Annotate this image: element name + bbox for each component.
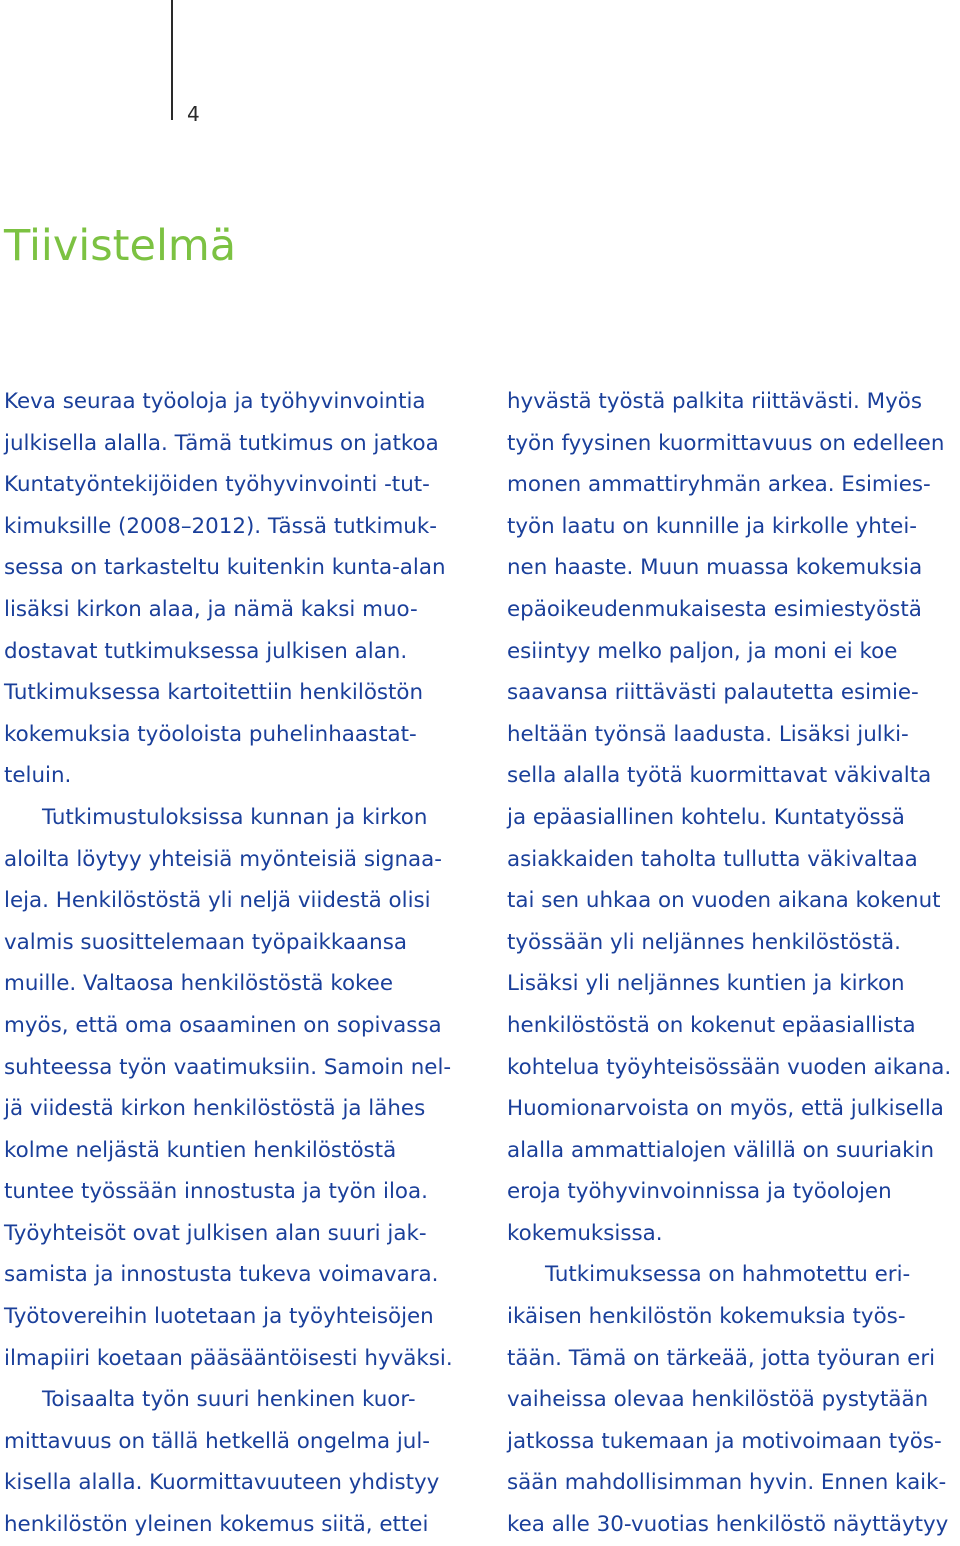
text-line: kokemuksia työoloista puhelinhaastat- bbox=[4, 721, 417, 747]
text-line: kimuksille (2008–2012). Tässä tutkimuk- bbox=[4, 513, 437, 539]
text-line: tään. Tämä on tärkeää, jotta työuran eri bbox=[507, 1345, 936, 1371]
page-number: 4 bbox=[187, 102, 200, 126]
text-line: tuntee työssään innostusta ja työn iloa. bbox=[4, 1179, 428, 1205]
text-line: muille. Valtaosa henkilöstöstä kokee bbox=[4, 971, 393, 997]
text-line: julkisella alalla. Tämä tutkimus on jatkoa bbox=[4, 430, 439, 456]
text-column-left bbox=[4, 381, 453, 1546]
text-line: kolme neljästä kuntien henkilöstöstä bbox=[4, 1137, 397, 1163]
text-line: asiakkaiden taholta tullutta väkivaltaa bbox=[507, 846, 918, 872]
text-line: Lisäksi yli neljännes kuntien ja kirkon bbox=[507, 971, 905, 997]
text-line: monen ammattiryhmän arkea. Esimies- bbox=[507, 472, 931, 498]
text-line: nen haaste. Muun muassa kokemuksia bbox=[507, 555, 923, 581]
text-line: leja. Henkilöstöstä yli neljä viidestä olisi bbox=[4, 888, 431, 914]
text-line: suhteessa työn vaatimuksiin. Samoin nel- bbox=[4, 1054, 452, 1080]
text-line: Työtovereihin luotetaan ja työyhteisöjen bbox=[4, 1304, 434, 1330]
text-line: eroja työhyvinvoinnissa ja työolojen bbox=[507, 1179, 892, 1205]
text-line: työssään yli neljännes henkilöstöstä. bbox=[507, 929, 901, 955]
text-line: jä viidestä kirkon henkilöstöstä ja lähes bbox=[4, 1096, 426, 1122]
text-line: lisäksi kirkon alaa, ja nämä kaksi muo- bbox=[4, 596, 418, 622]
text-line: Työyhteisöt ovat julkisen alan suuri jak- bbox=[4, 1220, 427, 1246]
text-line: työn fyysinen kuormittavuus on edelleen bbox=[507, 430, 945, 456]
text-line: dostavat tutkimuksessa julkisen alan. bbox=[4, 638, 408, 664]
text-line: esiintyy melko paljon, ja moni ei koe bbox=[507, 638, 898, 664]
text-line: henkilöstöstä on kokenut epäasiallista bbox=[507, 1012, 916, 1038]
text-line: ja epäasiallinen kohtelu. Kuntatyössä bbox=[507, 804, 905, 830]
text-line: samista ja innostusta tukeva voimavara. bbox=[4, 1262, 439, 1288]
text-line: Kuntatyöntekijöiden työhyvinvointi -tut- bbox=[4, 472, 430, 498]
text-line: kokemuksissa. bbox=[507, 1220, 663, 1246]
text-line: työn laatu on kunnille ja kirkolle yhtei- bbox=[507, 513, 917, 539]
text-line: Tutkimustuloksissa kunnan ja kirkon bbox=[42, 804, 428, 830]
text-column-right bbox=[507, 381, 951, 1546]
text-line: kohtelua työyhteisössään vuoden aikana. bbox=[507, 1054, 952, 1080]
text-line: kisella alalla. Kuormittavuuteen yhdistyy bbox=[4, 1470, 440, 1496]
text-line: Tutkimuksessa kartoitettiin henkilöstön bbox=[4, 680, 424, 706]
text-line: kea alle 30-vuotias henkilöstö näyttäytyy bbox=[507, 1512, 949, 1538]
page-rule bbox=[171, 0, 173, 120]
text-line: teluin. bbox=[4, 763, 72, 789]
page-title: Tiivistelmä bbox=[4, 221, 237, 271]
text-line: ikäisen henkilöstön kokemuksia työs- bbox=[507, 1304, 906, 1330]
text-line: valmis suosittelemaan työpaikkaansa bbox=[4, 929, 407, 955]
text-line: vaiheissa olevaa henkilöstöä pystytään bbox=[507, 1387, 929, 1413]
text-line: myös, että oma osaaminen on sopivassa bbox=[4, 1012, 442, 1038]
text-line: epäoikeudenmukaisesta esimiestyöstä bbox=[507, 596, 922, 622]
text-line: Keva seuraa työoloja ja työhyvinvointia bbox=[4, 389, 426, 414]
text-line: hyvästä työstä palkita riittävästi. Myös bbox=[507, 389, 922, 414]
text-line: Huomionarvoista on myös, että julkisella bbox=[507, 1096, 944, 1122]
text-line: aloilta löytyy yhteisiä myönteisiä signaa- bbox=[4, 846, 442, 872]
text-line: tai sen uhkaa on vuoden aikana kokenut bbox=[507, 888, 941, 914]
text-line: ilmapiiri koetaan pääsääntöisesti hyväksi. bbox=[4, 1345, 453, 1371]
text-line: Tutkimuksessa on hahmotettu eri- bbox=[545, 1262, 911, 1288]
text-line: mittavuus on tällä hetkellä ongelma jul- bbox=[4, 1428, 431, 1454]
text-line: saavansa riittävästi palautetta esimie- bbox=[507, 680, 919, 706]
text-line: sella alalla työtä kuormittavat väkivalta bbox=[507, 763, 932, 789]
text-line: heltään työnsä laadusta. Lisäksi julki- bbox=[507, 721, 909, 747]
text-line: alalla ammattialojen välillä on suuriakin bbox=[507, 1137, 935, 1163]
text-line: sessa on tarkasteltu kuitenkin kunta-alan bbox=[4, 555, 446, 581]
text-line: Toisaalta työn suuri henkinen kuor- bbox=[42, 1387, 416, 1413]
text-line: jatkossa tukemaan ja motivoimaan työs- bbox=[507, 1428, 942, 1454]
text-line: sään mahdollisimman hyvin. Ennen kaik- bbox=[507, 1470, 947, 1496]
text-line: henkilöstön yleinen kokemus siitä, ettei bbox=[4, 1512, 429, 1538]
